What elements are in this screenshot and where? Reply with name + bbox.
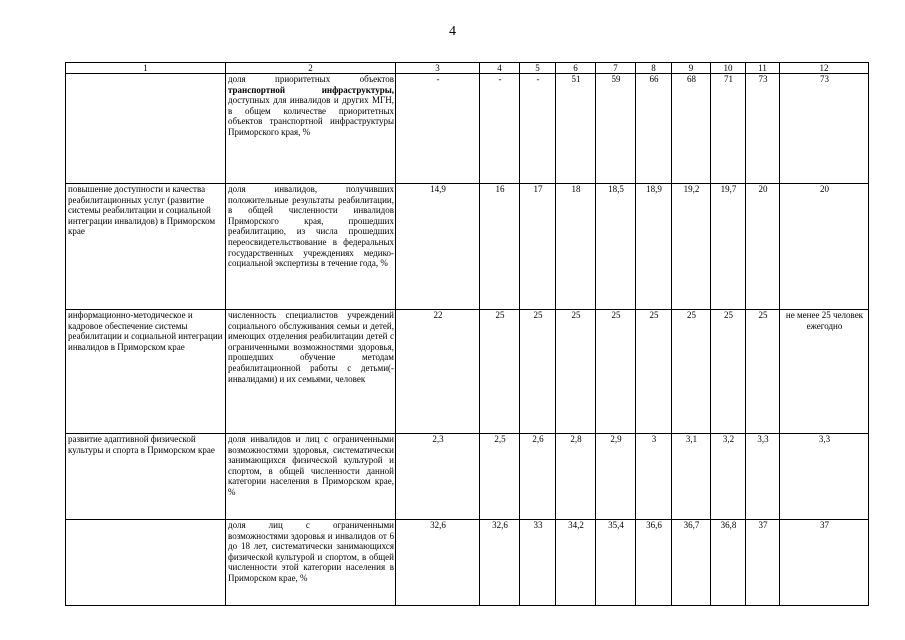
value-cell: 19,7 bbox=[711, 184, 746, 310]
value-cell: 3,2 bbox=[711, 434, 746, 520]
value-cell: 2,6 bbox=[520, 434, 556, 520]
indicator-bold-text: транспортной инфраструктуры, bbox=[228, 84, 394, 95]
column-header: 3 bbox=[396, 63, 480, 74]
value-cell: 22 bbox=[396, 310, 480, 434]
value-cell: 36,7 bbox=[672, 520, 711, 606]
value-cell: 25 bbox=[520, 310, 556, 434]
column-header: 2 bbox=[226, 63, 396, 74]
direction-cell: информационно-методическое и кадровое обеспечение системы реабилитации и социальной интеграции инвалидов в Приморском крае bbox=[66, 310, 226, 434]
value-cell: 25 bbox=[636, 310, 672, 434]
value-cell: 36,8 bbox=[711, 520, 746, 606]
value-cell: 59 bbox=[596, 74, 636, 184]
value-cell: 2,5 bbox=[480, 434, 520, 520]
value-cell: 33 bbox=[520, 520, 556, 606]
indicator-text: доступных для инвалидов и других МГН, в общем количестве приоритетных объектов транспортной инфраструктуры Приморского края, % bbox=[228, 95, 394, 137]
column-header: 6 bbox=[556, 63, 596, 74]
column-header: 5 bbox=[520, 63, 556, 74]
value-cell: 73 bbox=[780, 74, 869, 184]
indicator-cell: доля инвалидов, получивших положительные результаты реабилитации, в общей численности инвалидов Приморского края, прошедших реабилитацию, из числа прошедших переосвидетельствование в федеральных государственных учреждениях медико-социальной экспертизы в течение года, % bbox=[226, 184, 396, 310]
column-header: 11 bbox=[746, 63, 780, 74]
indicator-text: доля приоритетных объектов bbox=[228, 74, 394, 84]
table-row bbox=[66, 310, 869, 434]
value-cell: 3 bbox=[636, 434, 672, 520]
page-number: 4 bbox=[449, 24, 456, 39]
value-cell: 37 bbox=[780, 520, 869, 606]
value-cell: 68 bbox=[672, 74, 711, 184]
column-header: 10 bbox=[711, 63, 746, 74]
direction-cell: повышение доступности и качества реабилитационных услуг (развитие системы реабилитации и социальной интеграции инвалидов) в Приморском крае bbox=[66, 184, 226, 310]
table-row bbox=[66, 520, 869, 606]
value-cell: 18,5 bbox=[596, 184, 636, 310]
table-row bbox=[66, 184, 869, 310]
indicator-cell: доля лиц с ограниченными возможностями здоровья и инвалидов от 6 до 18 лет, систематически занимающихся физической культурой и спортом, в общей численности этой категории населения в Приморском крае, % bbox=[226, 520, 396, 606]
value-cell: 36,6 bbox=[636, 520, 672, 606]
indicator-cell bbox=[226, 74, 396, 184]
direction-cell: развитие адаптивной физической культуры и спорта в Приморском крае bbox=[66, 434, 226, 520]
value-cell: 2,3 bbox=[396, 434, 480, 520]
value-cell: 25 bbox=[596, 310, 636, 434]
column-header: 7 bbox=[596, 63, 636, 74]
value-cell: 25 bbox=[711, 310, 746, 434]
value-cell: 34,2 bbox=[556, 520, 596, 606]
value-cell: 14,9 bbox=[396, 184, 480, 310]
indicator-cell: численность специалистов учреждений социального обслуживания семьи и детей, имеющих отделения реабилитации детей с ограниченными возможностями здоровья, прошедших обучение методам реабилитационной работы с детьми(-инвалидами) и их семьями, человек bbox=[226, 310, 396, 434]
column-header: 12 bbox=[780, 63, 869, 74]
value-cell: 20 bbox=[746, 184, 780, 310]
value-cell: 37 bbox=[746, 520, 780, 606]
value-cell: 18,9 bbox=[636, 184, 672, 310]
value-cell: 17 bbox=[520, 184, 556, 310]
value-cell: 16 bbox=[480, 184, 520, 310]
value-cell: 25 bbox=[556, 310, 596, 434]
value-cell: 73 bbox=[746, 74, 780, 184]
value-cell: 32,6 bbox=[480, 520, 520, 606]
value-cell: 3,1 bbox=[672, 434, 711, 520]
value-cell: 71 bbox=[711, 74, 746, 184]
value-cell: 25 bbox=[672, 310, 711, 434]
value-cell: 3,3 bbox=[746, 434, 780, 520]
value-cell: не менее 25 человек ежегодно bbox=[780, 310, 869, 434]
column-header: 4 bbox=[480, 63, 520, 74]
column-header: 9 bbox=[672, 63, 711, 74]
value-cell: 25 bbox=[480, 310, 520, 434]
value-cell: - bbox=[520, 74, 556, 184]
value-cell: 20 bbox=[780, 184, 869, 310]
table-row bbox=[66, 434, 869, 520]
value-cell: - bbox=[480, 74, 520, 184]
indicator-cell: доля инвалидов и лиц с ограниченными возможностями здоровья, систематически занимающихся физической культурой и спортом, в общей численности данной категории населения в Приморском крае, % bbox=[226, 434, 396, 520]
column-header: 8 bbox=[636, 63, 672, 74]
value-cell: 51 bbox=[556, 74, 596, 184]
value-cell: 35,4 bbox=[596, 520, 636, 606]
value-cell: 19,2 bbox=[672, 184, 711, 310]
direction-cell bbox=[66, 520, 226, 606]
header-row bbox=[66, 63, 869, 74]
column-header: 1 bbox=[66, 63, 226, 74]
value-cell: 18 bbox=[556, 184, 596, 310]
value-cell: 66 bbox=[636, 74, 672, 184]
indicators-table bbox=[65, 62, 869, 606]
table-row bbox=[66, 74, 869, 184]
value-cell: 2,8 bbox=[556, 434, 596, 520]
value-cell: 32,6 bbox=[396, 520, 480, 606]
direction-cell bbox=[66, 74, 226, 184]
value-cell: 3,3 bbox=[780, 434, 869, 520]
value-cell: 2,9 bbox=[596, 434, 636, 520]
value-cell: 25 bbox=[746, 310, 780, 434]
value-cell: - bbox=[396, 74, 480, 184]
